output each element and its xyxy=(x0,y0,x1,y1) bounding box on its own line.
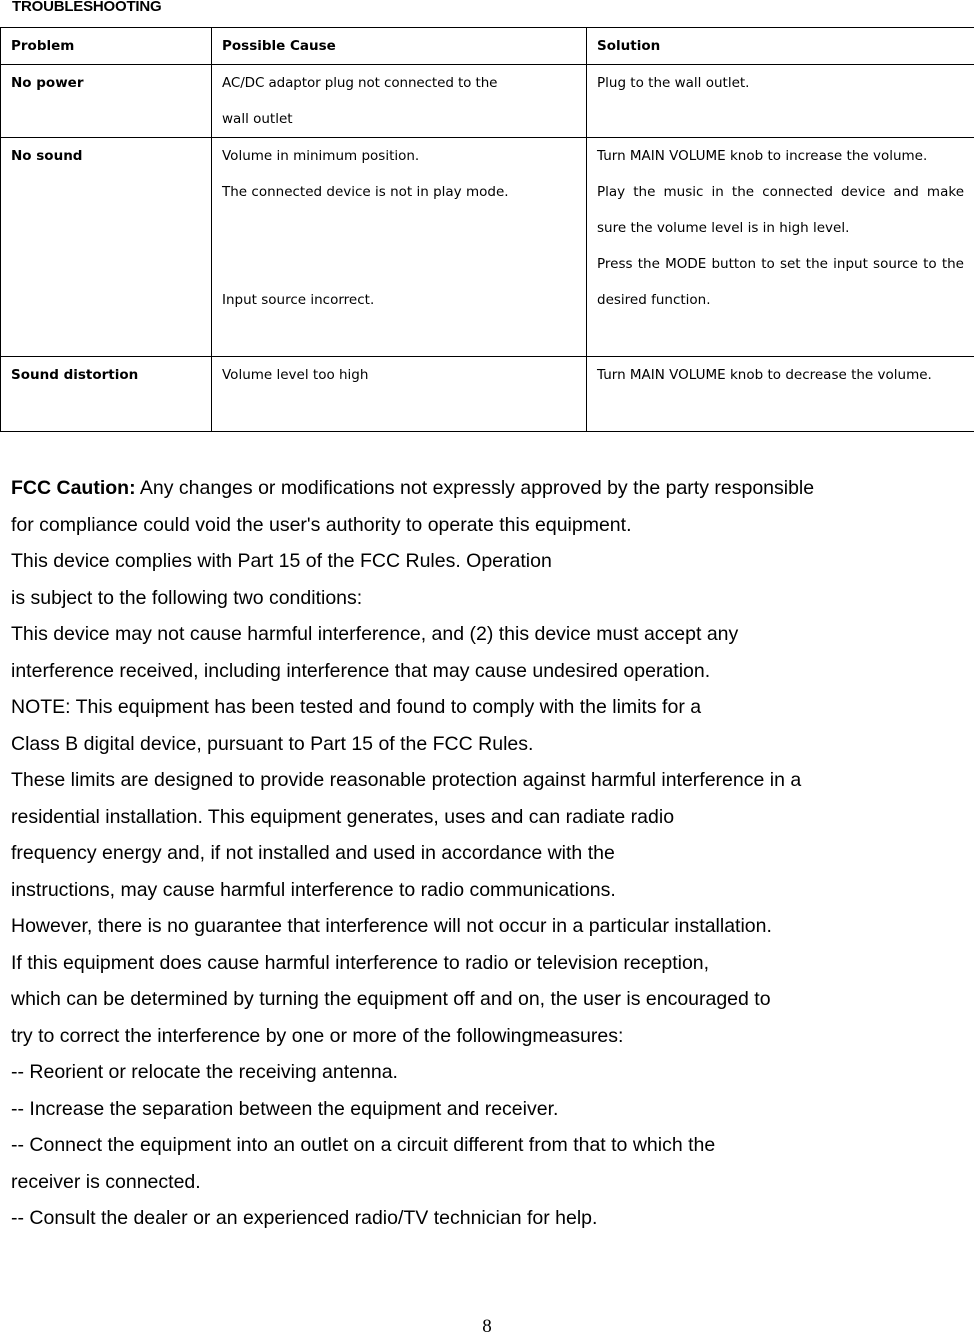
column-header-cause: Possible Cause xyxy=(212,28,587,65)
problem-cell: No power xyxy=(1,65,212,138)
cause-text: Volume level too high xyxy=(222,357,576,393)
table-row xyxy=(1,357,974,432)
page-number: 8 xyxy=(0,1316,974,1338)
fcc-line: try to correct the interference by one or more of the followingmeasures: xyxy=(11,1018,911,1055)
solution-text: Play the music in the connected device and make sure the volume level is in high level. xyxy=(597,174,964,246)
cause-text: The connected device is not in play mode. xyxy=(222,174,576,210)
fcc-line: -- Consult the dealer or an experienced radio/TV technician for help. xyxy=(11,1200,911,1237)
cause-text: AC/DC adaptor plug not connected to the xyxy=(222,65,576,101)
column-header-solution: Solution xyxy=(587,28,974,65)
cause-cell xyxy=(212,65,587,138)
cause-cell xyxy=(212,357,587,432)
cause-cell xyxy=(212,138,587,357)
fcc-line: which can be determined by turning the equipment off and on, the user is encouraged to xyxy=(11,981,911,1018)
spacer xyxy=(222,246,576,282)
fcc-caution-label: FCC Caution: xyxy=(11,477,136,499)
problem-cell: Sound distortion xyxy=(1,357,212,432)
table-row xyxy=(1,65,974,138)
fcc-line: is subject to the following two conditions: xyxy=(11,580,911,617)
fcc-line: These limits are designed to provide reasonable protection against harmful interference in a xyxy=(11,762,911,799)
solution-cell xyxy=(587,65,974,138)
fcc-line: receiver is connected. xyxy=(11,1164,911,1201)
spacer xyxy=(222,210,576,246)
fcc-line: -- Reorient or relocate the receiving antenna. xyxy=(11,1054,911,1091)
fcc-line: Class B digital device, pursuant to Part 15 of the FCC Rules. xyxy=(11,726,911,763)
cause-text: Input source incorrect. xyxy=(222,282,576,318)
fcc-line: -- Increase the separation between the equipment and receiver. xyxy=(11,1091,911,1128)
solution-cell xyxy=(587,138,974,357)
section-title: TROUBLESHOOTING xyxy=(12,0,162,15)
solution-text: Turn MAIN VOLUME knob to increase the volume. xyxy=(597,138,964,174)
column-header-problem: Problem xyxy=(1,28,212,65)
fcc-first-line-text: Any changes or modifications not expressly approved by the party responsible xyxy=(136,477,815,499)
solution-cell xyxy=(587,357,974,432)
fcc-line: However, there is no guarantee that interference will not occur in a particular installation. xyxy=(11,908,911,945)
fcc-line: residential installation. This equipment generates, uses and can radiate radio xyxy=(11,799,911,836)
fcc-line: This device complies with Part 15 of the FCC Rules. Operation xyxy=(11,543,911,580)
fcc-line: If this equipment does cause harmful interference to radio or television reception, xyxy=(11,945,911,982)
solution-text: Turn MAIN VOLUME knob to decrease the volume. xyxy=(597,357,964,393)
solution-text: Plug to the wall outlet. xyxy=(597,65,964,101)
cause-text: Volume in minimum position. xyxy=(222,138,576,174)
table-header-row xyxy=(1,28,974,65)
cause-text: wall outlet xyxy=(222,101,576,137)
fcc-notice xyxy=(11,470,911,1237)
solution-text: Press the MODE button to set the input source to the desired function. xyxy=(597,246,964,318)
fcc-line: for compliance could void the user's authority to operate this equipment. xyxy=(11,507,911,544)
fcc-line: -- Connect the equipment into an outlet on a circuit different from that to which the xyxy=(11,1127,911,1164)
table-row xyxy=(1,138,974,357)
problem-cell: No sound xyxy=(1,138,212,357)
fcc-line: NOTE: This equipment has been tested and found to comply with the limits for a xyxy=(11,689,911,726)
fcc-first-line xyxy=(11,470,911,507)
fcc-line: frequency energy and, if not installed and used in accordance with the xyxy=(11,835,911,872)
troubleshooting-table xyxy=(0,27,974,432)
fcc-line: This device may not cause harmful interference, and (2) this device must accept any xyxy=(11,616,911,653)
fcc-line: instructions, may cause harmful interference to radio communications. xyxy=(11,872,911,909)
fcc-line: interference received, including interference that may cause undesired operation. xyxy=(11,653,911,690)
